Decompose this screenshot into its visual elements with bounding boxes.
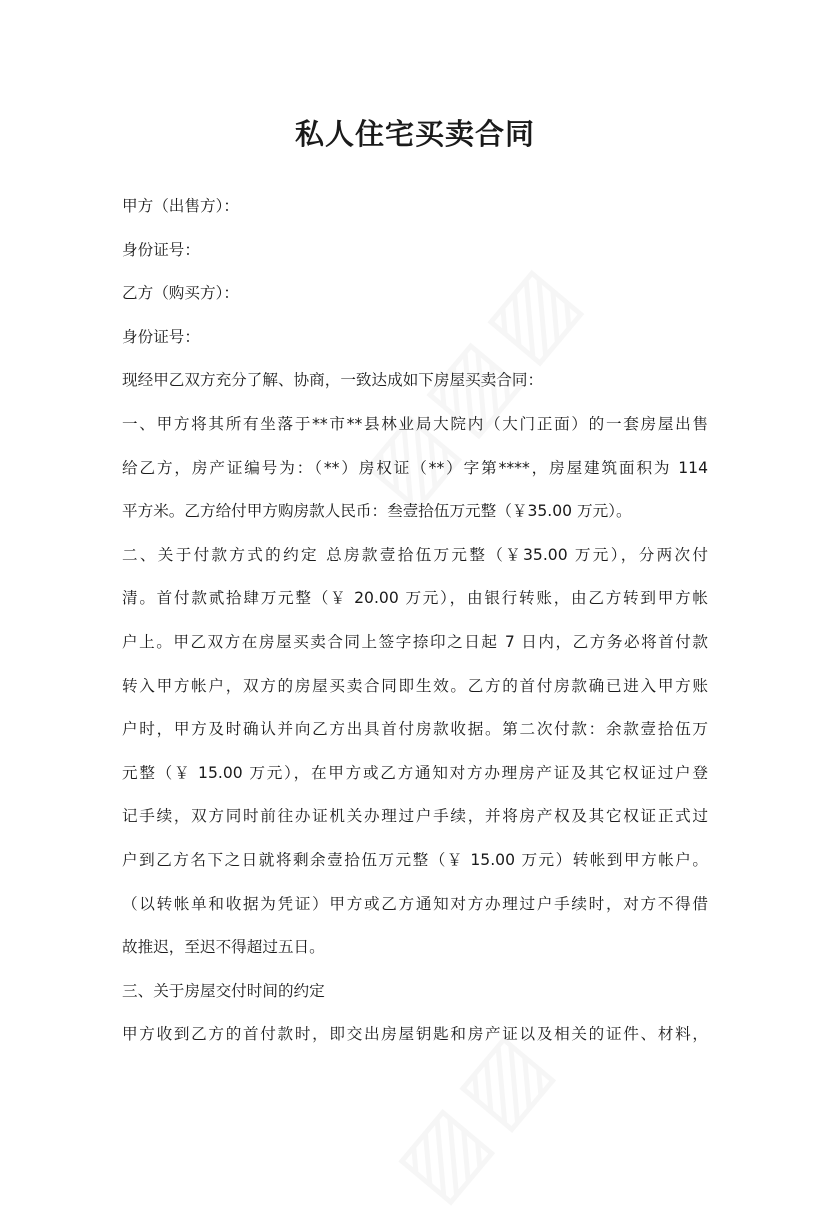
seller-id-label: 身份证号：	[122, 240, 200, 259]
clause-1-line: 平方米。乙方给付甲方购房款人民币：叁壹拾伍万元整（￥35.00 万元）。	[122, 502, 632, 521]
buyer-id-label: 身份证号：	[122, 327, 200, 346]
clause-2-line: 清。首付款贰拾肆万元整（￥ 20.00 万元），由银行转账，由乙方转到甲方帐	[122, 589, 708, 608]
clause-2-line: （以转帐单和收据为凭证）甲方或乙方通知对方办理过户手续时，对方不得借	[122, 894, 708, 913]
clause-2-line: 二、关于付款方式的约定 总房款壹拾伍万元整（￥35.00 万元），分两次付	[122, 545, 708, 564]
clause-2-line: 户到乙方名下之日就将剩余壹拾伍万元整（￥ 15.00 万元）转帐到甲方帐户。	[122, 850, 708, 869]
clause-2-line: 故推迟，至迟不得超过五日。	[122, 938, 325, 957]
seller-label: 甲方（出售方）：	[122, 197, 239, 215]
buyer-label: 乙方（购买方）：	[122, 284, 239, 303]
clause-1-line: 一、甲方将其所有坐落于**市**县林业局大院内（大门正面）的一套房屋出售	[122, 414, 708, 433]
clause-2-line: 户时，甲方及时确认并向乙方出具首付房款收据。第二次付款：余款壹拾伍万	[122, 720, 708, 739]
clause-2-line: 转入甲方帐户，双方的房屋买卖合同即生效。乙方的首付房款确已进入甲方账	[122, 676, 708, 695]
document-title: 私人住宅买卖合同	[294, 117, 535, 151]
clause-1-line: 给乙方，房产证编号为：（**）房权证（**）字第****，房屋建筑面积为 114	[122, 458, 708, 477]
clause-3-line: 甲方收到乙方的首付款时，即交出房屋钥匙和房产证以及相关的证件、材料，	[122, 1025, 708, 1044]
clause-2-line: 户上。甲乙双方在房屋买卖合同上签字捺印之日起 7 日内，乙方务必将首付款	[122, 632, 708, 651]
clause-2-line: 元整（￥ 15.00 万元），在甲方或乙方通知对方办理房产证及其它权证过户登	[122, 763, 708, 782]
clause-2-line: 记手续，双方同时前往办证机关办理过户手续，并将房产权及其它权证正式过	[122, 807, 708, 826]
clause-3-heading: 三、关于房屋交付时间的约定	[122, 981, 325, 1000]
document-body	[122, 185, 708, 1057]
intro-text: 现经甲乙双方充分了解、协商，一致达成如下房屋买卖合同：	[122, 371, 544, 390]
